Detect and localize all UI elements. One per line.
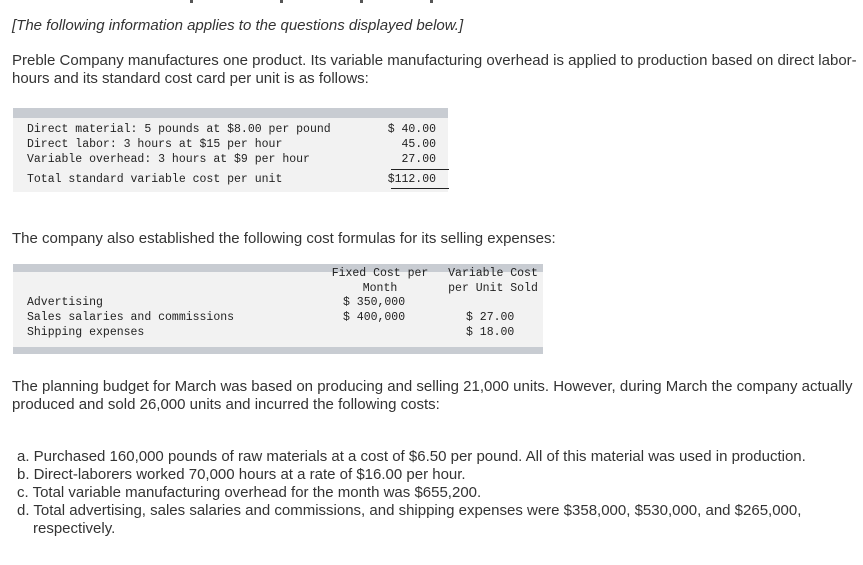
cost-row-label: Direct labor: 3 hours at $15 per hour	[27, 138, 283, 151]
subtotal-rule	[391, 169, 449, 170]
actual-costs-list	[17, 448, 857, 538]
variable-cost-value: $ 27.00	[466, 311, 515, 324]
total-rule	[391, 188, 449, 189]
variable-cost-header-line2: per Unit Sold	[448, 282, 538, 295]
table-footer-bar	[13, 347, 543, 354]
variable-cost-value: $ 18.00	[466, 326, 515, 339]
cost-row-label: Direct material: 5 pounds at $8.00 per pound	[27, 123, 331, 136]
variable-cost-header-line1: Variable Cost	[448, 267, 538, 280]
list-item: c. Total variable manufacturing overhead for the month was $655,200.	[17, 484, 482, 501]
company-description: Preble Company manufactures one product. Its variable manufacturing overhead is applied to production based on direct labor-hours and its standard cost card per unit is as follows:	[12, 52, 857, 87]
list-item: a. Purchased 160,000 pounds of raw materials at a cost of $6.50 per pound. All of this material was used in production.	[17, 448, 806, 465]
cost-row-value: 27.00	[401, 153, 436, 166]
fixed-cost-value: $ 350,000	[343, 296, 406, 309]
standard-cost-card	[13, 108, 448, 192]
top-edge-marks	[150, 0, 450, 3]
table-header-bar	[13, 108, 448, 118]
expense-label: Shipping expenses	[27, 326, 145, 339]
cost-row-value: $ 40.00	[387, 123, 436, 136]
cost-total-label: Total standard variable cost per unit	[27, 173, 283, 186]
selling-expense-intro: The company also established the following cost formulas for its selling expenses:	[12, 230, 556, 247]
expense-label: Advertising	[27, 296, 103, 309]
cost-total-value: $112.00	[387, 173, 436, 186]
list-item: b. Direct-laborers worked 70,000 hours at a rate of $16.00 per hour.	[17, 466, 466, 483]
fixed-cost-header	[325, 266, 435, 296]
cost-row-value: 45.00	[401, 138, 436, 151]
fixed-cost-value: $ 400,000	[343, 311, 406, 324]
cost-row-label: Variable overhead: 3 hours at $9 per hour	[27, 153, 310, 166]
fixed-cost-header-line2: Month	[362, 282, 398, 295]
selling-expense-table	[13, 264, 543, 354]
march-actuals-intro: The planning budget for March was based on producing and selling 21,000 units. However, during March the company actually produced and sold 26,000 units and incurred the following costs:	[12, 378, 853, 413]
list-item: d. Total advertising, sales salaries and commissions, and shipping expenses were $358,000, $530,000, and $265,000, respectively.	[17, 502, 802, 537]
expense-label: Sales salaries and commissions	[27, 311, 235, 324]
fixed-cost-header-line1: Fixed Cost per	[331, 267, 429, 280]
variable-cost-header	[443, 266, 543, 296]
intro-note: [The following information applies to the questions displayed below.]	[12, 17, 464, 34]
